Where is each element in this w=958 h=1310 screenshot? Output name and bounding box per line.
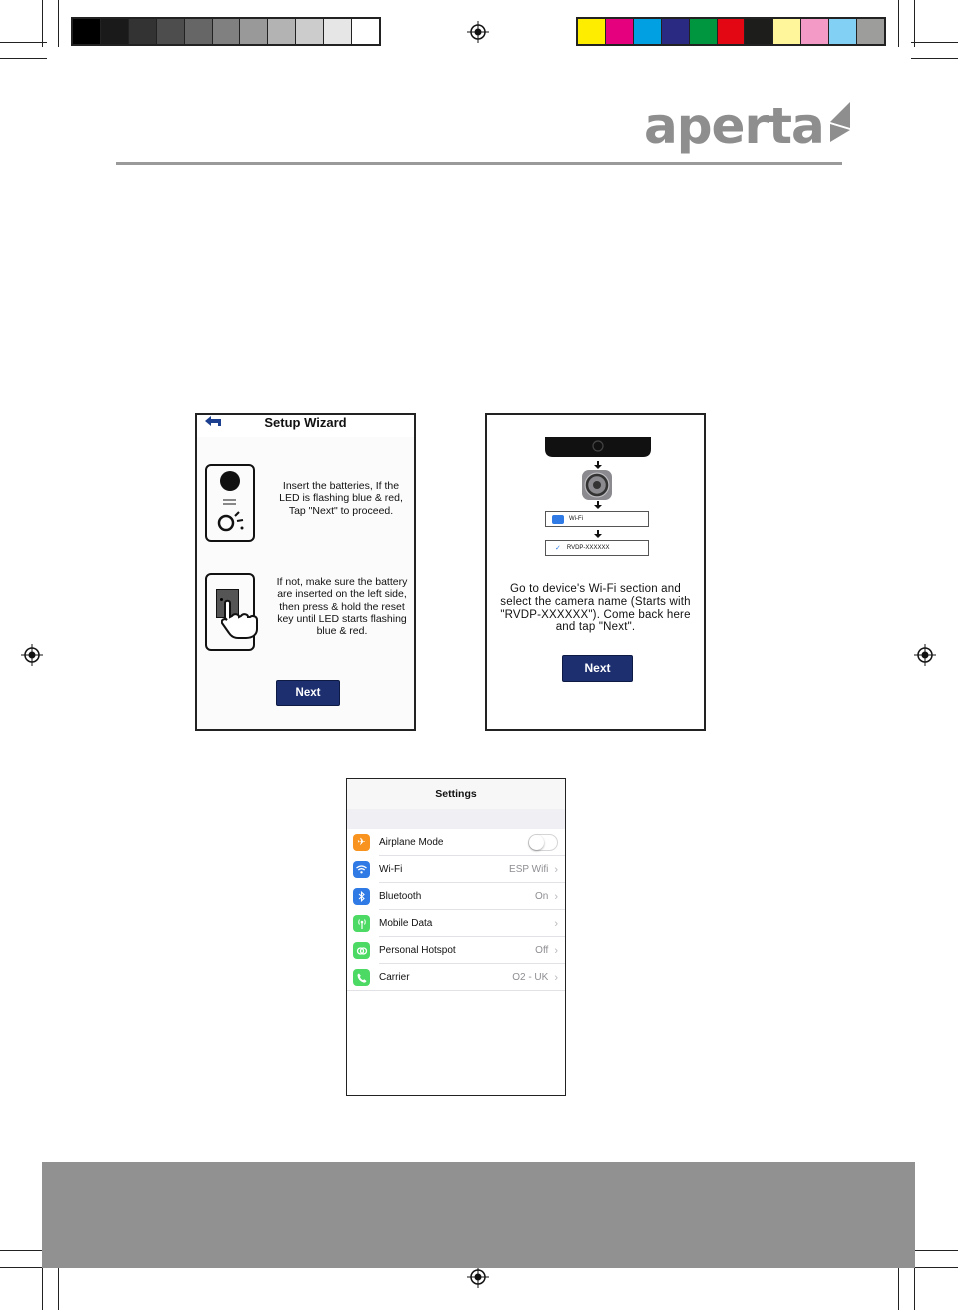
- settings-title: Settings: [347, 779, 565, 810]
- aperta-logo: [644, 98, 854, 154]
- wizard-header: [197, 415, 414, 437]
- header-rule: [116, 162, 842, 165]
- button-light-icon: [215, 508, 247, 534]
- crop-mark: [42, 1264, 43, 1310]
- crop-mark: [914, 1264, 915, 1310]
- phone-icon: [353, 969, 370, 986]
- arrow-down-icon: [594, 530, 602, 538]
- wifi-icon: [353, 861, 370, 878]
- led-slot: [223, 499, 236, 501]
- registration-mark-icon: [467, 21, 489, 43]
- wifi-instruction-text: Go to device's Wi-Fi section and select the camera name (Starts with "RVDP-XXXXXX"). Come back here and tap "Next".: [500, 583, 691, 634]
- crop-mark: [58, 0, 59, 47]
- antenna-icon: [353, 915, 370, 932]
- airplane-icon: ✈: [353, 834, 370, 851]
- led-slot: [223, 503, 236, 505]
- crop-mark: [58, 1264, 59, 1310]
- chevron-right-icon: ›: [554, 917, 558, 930]
- crop-mark: [914, 0, 915, 47]
- color-swatch: [324, 19, 352, 44]
- settings-row-label: Personal Hotspot: [379, 945, 456, 956]
- settings-row-label: Carrier: [379, 972, 410, 983]
- color-swatch: [101, 19, 129, 44]
- color-swatch: [129, 19, 157, 44]
- crop-mark: [898, 1264, 899, 1310]
- color-swatch: [745, 19, 773, 44]
- settings-row-label: Bluetooth: [379, 891, 422, 902]
- crop-mark: [911, 42, 958, 43]
- crop-mark: [0, 1250, 47, 1251]
- settings-row-value: On: [534, 891, 549, 902]
- wizard-title: Setup Wizard: [264, 415, 347, 430]
- color-swatch: [718, 19, 746, 44]
- color-swatch: [662, 19, 690, 44]
- camera-lens-icon: [220, 471, 240, 491]
- color-swatch: [240, 19, 268, 44]
- color-swatch: [801, 19, 829, 44]
- color-swatch: [213, 19, 241, 44]
- settings-row-label: Mobile Data: [379, 918, 433, 929]
- wizard-step1-text: Insert the batteries, If the LED is flashing blue & red, Tap "Next" to proceed.: [279, 480, 403, 517]
- ios-settings-screen: [346, 778, 566, 1096]
- setup-wizard-screen: [195, 413, 416, 731]
- registration-mark-icon: [21, 644, 43, 666]
- settings-row-wifi[interactable]: [347, 856, 565, 883]
- mini-wifi-icon: [552, 515, 564, 524]
- chevron-right-icon: ›: [554, 971, 558, 984]
- row-divider: [347, 990, 565, 991]
- color-swatch: [185, 19, 213, 44]
- crop-mark: [898, 0, 899, 47]
- mini-network-row: [545, 540, 649, 556]
- grayscale-color-bar: [71, 17, 381, 46]
- settings-row-carrier[interactable]: [347, 964, 565, 991]
- color-swatch: [857, 19, 884, 44]
- settings-row-label: Wi-Fi: [379, 864, 403, 875]
- settings-row-mobile-data[interactable]: [347, 910, 565, 937]
- color-swatch: [73, 19, 101, 44]
- crop-mark: [0, 1267, 47, 1268]
- color-swatch: [690, 19, 718, 44]
- color-swatch: [606, 19, 634, 44]
- chevron-right-icon: ›: [554, 890, 558, 903]
- wizard-next-button[interactable]: Next: [276, 680, 340, 706]
- crop-mark: [0, 58, 47, 59]
- process-color-bar: [576, 17, 886, 46]
- airplane-mode-toggle[interactable]: [528, 834, 558, 851]
- mini-wifi-label: Wi-Fi: [569, 516, 583, 522]
- crop-mark: [911, 1267, 958, 1268]
- settings-row-value: Off: [535, 945, 549, 956]
- mini-wifi-row: [545, 511, 649, 527]
- doorbell-illustration: [205, 464, 255, 542]
- color-swatch: [268, 19, 296, 44]
- settings-gear-icon: [581, 470, 613, 500]
- hand-pointer-icon: [221, 599, 269, 639]
- arrow-down-icon: [594, 501, 602, 509]
- logo-chevron-icon: [830, 102, 854, 144]
- color-swatch: [157, 19, 185, 44]
- crop-mark: [42, 0, 43, 47]
- wizard-step2-text: If not, make sure the battery are inserted on the left side, then press & hold the reset key until LED starts flashing blue & red.: [276, 576, 408, 638]
- settings-row-airplane-mode[interactable]: [347, 829, 565, 856]
- crop-mark: [0, 42, 47, 43]
- settings-row-bluetooth[interactable]: [347, 883, 565, 910]
- chevron-right-icon: ›: [554, 863, 558, 876]
- arrow-down-icon: [594, 461, 602, 469]
- registration-mark-icon: [467, 1266, 489, 1288]
- wifi-next-button[interactable]: Next: [562, 655, 633, 682]
- color-swatch: [634, 19, 662, 44]
- settings-section-gap: [347, 809, 565, 829]
- settings-row-value: O2 - UK: [512, 972, 549, 983]
- wifi-instruction-screen: [485, 413, 706, 731]
- color-swatch: [829, 19, 857, 44]
- logo-wordmark: aperta: [644, 97, 824, 155]
- mini-network-label: RVDP-XXXXXX: [566, 545, 610, 551]
- crop-mark: [911, 1250, 958, 1251]
- color-swatch: [296, 19, 324, 44]
- hotspot-icon: [353, 942, 370, 959]
- color-swatch: [578, 19, 606, 44]
- settings-row-value: ESP Wifi: [509, 864, 549, 875]
- settings-row-label: Airplane Mode: [379, 837, 444, 848]
- crop-mark: [911, 58, 958, 59]
- registration-mark-icon: [914, 644, 936, 666]
- phone-top-icon: [545, 437, 651, 459]
- footer-band: [42, 1162, 915, 1268]
- toggle-knob: [529, 835, 544, 850]
- chevron-right-icon: ›: [554, 944, 558, 957]
- checkmark-icon: ✓: [555, 545, 561, 552]
- color-swatch: [773, 19, 801, 44]
- bluetooth-icon: [353, 888, 370, 905]
- settings-row-personal-hotspot[interactable]: [347, 937, 565, 964]
- color-swatch: [352, 19, 379, 44]
